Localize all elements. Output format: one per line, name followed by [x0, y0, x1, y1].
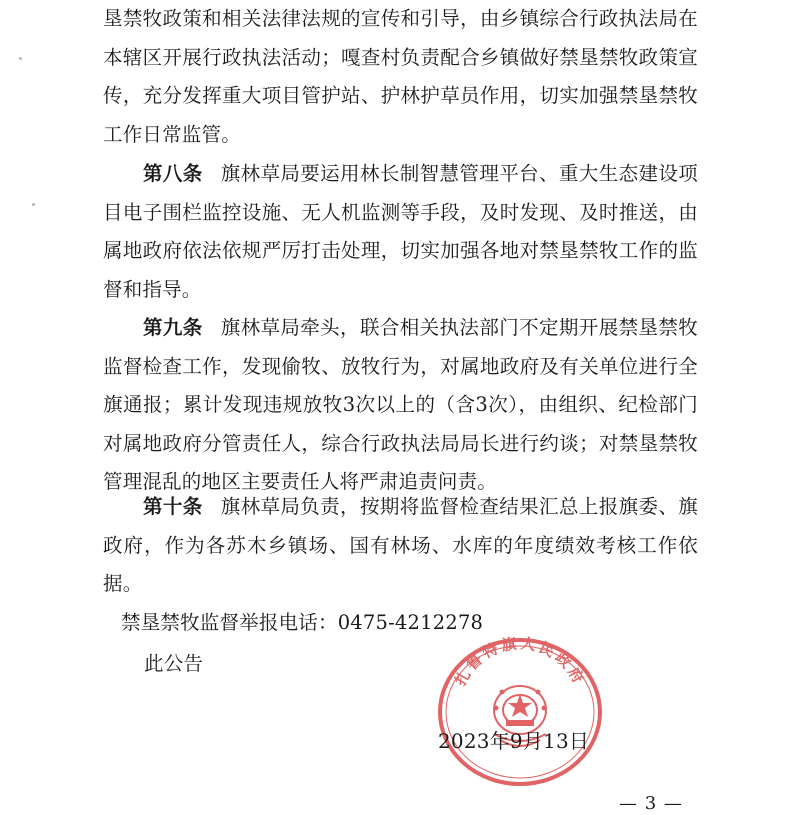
paragraph-text: 旗林草局牵头，联合相关执法部门不定期开展禁垦禁牧监督检查工作，发现偷牧、放牧行为，对属地政府及有关单位进行全旗通报；累计发现违规放牧3次以上的（含3次），由组织、纪检部门对属地政府分管责任人，综合行政执法局局长进行约谈；对禁垦禁牧管理混乱的地区主要责任人将严肃追责问责。: [103, 316, 698, 493]
article-number: 第八条: [143, 162, 203, 185]
paragraph-article-9: [103, 309, 698, 502]
issue-date: 2023年9月13日: [438, 729, 590, 753]
scan-speck: [19, 57, 22, 60]
paragraph-text: 垦禁牧政策和相关法律法规的宣传和引导，由乡镇综合行政执法局在本辖区开展行政执法活动；嘎查村负责配合乡镇做好禁垦禁牧政策宣传，充分发挥重大项目管护站、护林护草员作用，切实加强禁垦禁牧工作日常监管。: [103, 7, 698, 146]
article-number: 第九条: [143, 316, 203, 339]
paragraph-continued: [103, 0, 698, 154]
report-hotline: 禁垦禁牧监督举报电话：0475-4212278: [121, 611, 484, 634]
paragraph-article-10: [103, 488, 698, 604]
paragraph-text: 旗林草局要运用林长制智慧管理平台、重大生态建设项目电子围栏监控设施、无人机监测等手段，及时发现、及时推送，由属地政府依法依规严厉打击处理，切实加强各地对禁垦禁牧工作的监督和指导。: [103, 162, 698, 301]
closing-remark: 此公告: [144, 652, 204, 675]
article-number: 第十条: [143, 495, 203, 518]
official-red-seal-icon: [430, 628, 610, 788]
paragraph-text: 旗林草局负责，按期将监督检查结果汇总上报旗委、旗政府，作为各苏木乡镇场、国有林场、水库的年度绩效考核工作依据。: [103, 495, 698, 595]
seal-text: 扎鲁特旗人民政府: [451, 634, 589, 689]
svg-text:扎鲁特旗人民政府: [451, 634, 589, 690]
page-number: — 3 —: [619, 793, 683, 814]
scan-speck: [32, 203, 35, 206]
paragraph-article-8: [103, 155, 698, 309]
